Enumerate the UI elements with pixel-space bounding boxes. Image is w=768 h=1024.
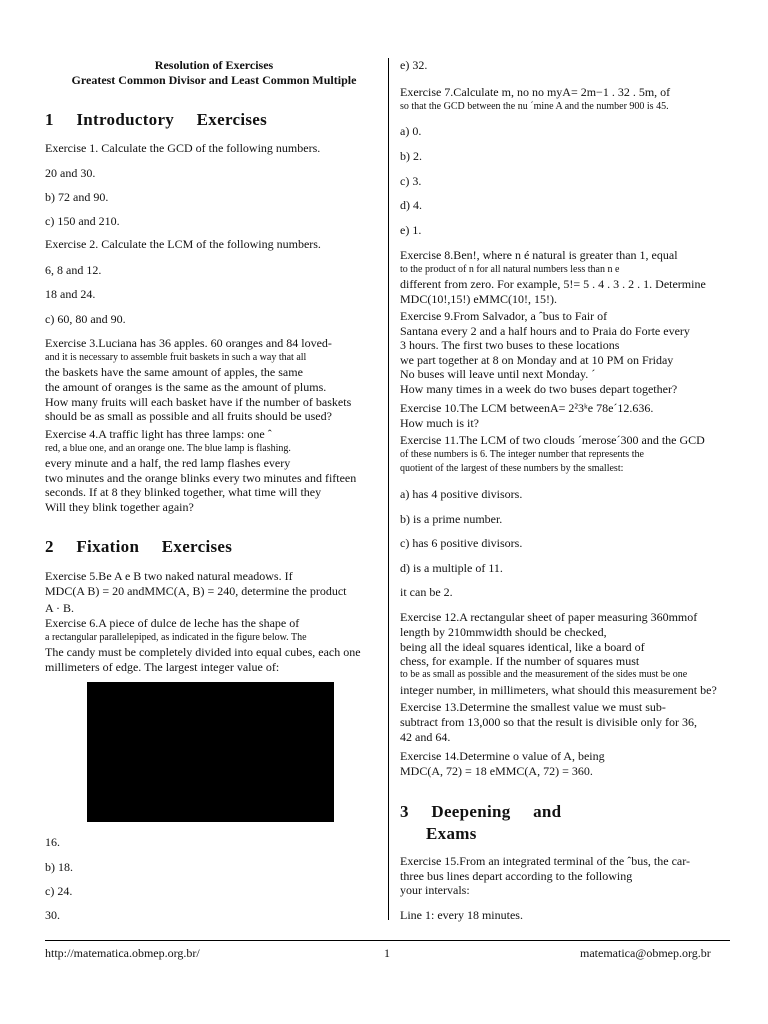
section-3-title-continued: Exams [426,824,477,843]
section-1-title: Introductory Exercises [76,110,268,129]
exercise-12-line: length by 210mmwidth should be checked, [400,625,607,639]
document-subtitle: Greatest Common Divisor and Least Common Multiple [71,73,357,87]
exercise-6-line: Exercise 6.A piece of dulce de leche has the shape of [45,616,300,630]
column-divider [388,58,389,920]
exercise-11-line: Exercise 11.The LCM of two clouds ´merose´300 and the GCD [400,433,705,447]
exercise-3-line: the baskets have the same amount of apples, the same [45,365,303,379]
exercise-2-item: 18 and 24. [45,287,96,301]
exercise-12-line: integer number, in millimeters, what should this measurement be? [400,683,717,697]
section-3-number: 3 [400,802,409,821]
exercise-2-item: 6, 8 and 12. [45,263,102,277]
section-2-title: Fixation Exercises [76,537,233,556]
exercise-15-line: your intervals: [400,883,470,897]
exercise-1-item: c) 150 and 210. [45,214,120,228]
footer-rule [45,940,730,941]
exercise-8-line: different from zero. For example, 5!= 5 . 4 . 3 . 2 . 1. Determine [400,277,706,291]
exercise-13-line: 42 and 64. [400,730,451,744]
exercise-8-line: MDC(10!,15!) eMMC(10!, 15!). [400,292,557,306]
exercise-4-line: Will they blink together again? [45,500,194,514]
exercise-11-item: it can be 2. [400,585,453,599]
exercise-7-item: e) 1. [400,223,422,237]
exercise-9-line: How many times in a week do two buses depart together? [400,382,678,396]
exercise-1-item: b) 72 and 90. [45,190,109,204]
exercise-12-line: to be as small as possible and the measurement of the sides must be one [400,669,688,680]
exercise-12-line: chess, for example. If the number of squares must [400,654,640,668]
exercise-13-line: Exercise 13.Determine the smallest value we must sub- [400,700,666,714]
exercise-8-line: to the product of n for all natural numbers less than n e [400,264,620,275]
section-2-number: 2 [45,537,54,556]
exercise-7-item: a) 0. [400,124,422,138]
exercise-15-item: Line 1: every 18 minutes. [400,908,523,922]
exercise-6-item: 16. [45,835,60,849]
exercise-9-line: No buses will leave until next Monday. ´ [400,367,596,381]
exercise-10-line: How much is it? [400,416,479,430]
footer-url-link[interactable]: http://matematica.obmep.org.br/ [45,946,200,960]
exercise-9-line: Exercise 9.From Salvador, a ˆbus to Fair of [400,309,608,323]
exercise-7-line: Exercise 7.Calculate m, no no myA= 2m−1 . 32 . 5m, of [400,85,671,99]
exercise-12-line: Exercise 12.A rectangular sheet of paper measuring 360mmof [400,610,698,624]
exercise-15-line: three bus lines depart according to the following [400,869,633,883]
exercise-6-item: b) 18. [45,860,73,874]
exercise-11-line: quotient of the largest of these numbers by the smallest: [400,463,624,474]
section-3-title: Deepening and [431,802,562,821]
exercise-7-item: c) 3. [400,174,422,188]
exercise-6-item: 30. [45,908,60,922]
exercise-5-line: Exercise 5.Be A e B two naked natural meadows. If [45,569,293,583]
exercise-6-item: c) 24. [45,884,73,898]
exercise-14-line: MDC(A, 72) = 18 eMMC(A, 72) = 360. [400,764,593,778]
exercise-12-line: being all the ideal squares identical, like a board of [400,640,645,654]
exercise-11-item: a) has 4 positive divisors. [400,487,523,501]
exercise-6-line: The candy must be completely divided into equal cubes, each one [45,645,361,659]
exercise-11-item: c) has 6 positive divisors. [400,536,523,550]
page-number: 1 [384,946,390,960]
exercise-10-line: Exercise 10.The LCM betweenA= 2²3ᵏe 78e´12.636. [400,401,654,415]
section-3-heading [400,803,561,821]
exercise-5-line: MDC(A B) = 20 andMMC(A, B) = 240, determine the product [45,584,347,598]
exercise-4-line: red, a blue one, and an orange one. The blue lamp is flashing. [45,443,291,454]
exercise-4-line: seconds. If at 8 they blinked together, what time will they [45,485,322,499]
exercise-1-text: Exercise 1. Calculate the GCD of the following numbers. [45,141,321,155]
exercise-6-item: e) 32. [400,58,428,72]
exercise-1-item: 20 and 30. [45,166,96,180]
exercise-15-line: Exercise 15.From an integrated terminal of the ˆbus, the car- [400,854,690,868]
section-1-heading [45,111,267,129]
exercise-6-line: millimeters of edge. The largest integer value of: [45,660,280,674]
exercise-13-line: subtract from 13,000 so that the result is divisible only for 36, [400,715,697,729]
exercise-4-line: every minute and a half, the red lamp flashes every [45,456,291,470]
document-title: Resolution of Exercises [154,58,274,72]
exercise-5-line: A · B. [45,601,75,615]
exercise-3-line: Exercise 3.Luciana has 36 apples. 60 oranges and 84 loved- [45,336,332,350]
exercise-4-line: two minutes and the orange blinks every two minutes and fifteen [45,471,357,485]
exercise-14-line: Exercise 14.Determine o value of A, being [400,749,605,763]
exercise-9-line: Santana every 2 and a half hours and to Praia do Forte every [400,324,690,338]
exercise-9-line: 3 hours. The first two buses to these locations [400,338,620,352]
section-2-heading [45,538,232,556]
exercise-8-line: Exercise 8.Ben!, where n é natural is greater than 1, equal [400,248,678,262]
exercise-7-item: d) 4. [400,198,422,212]
exercise-3-line: should be as small as possible and all fruits should be used? [45,409,332,423]
exercise-11-line: of these numbers is 6. The integer number that represents the [400,449,644,460]
exercise-3-line: the amount of oranges is the same as the amount of plums. [45,380,327,394]
section-1-number: 1 [45,110,54,129]
exercise-11-item: d) is a multiple of 11. [400,561,503,575]
exercise-7-line: so that the GCD between the nu ´mine A and the number 900 is 45. [400,101,669,112]
exercise-6-line: a rectangular parallelepiped, as indicated in the figure below. The [45,632,307,643]
parallelepiped-figure [87,682,334,822]
footer-email-link[interactable]: matematica@obmep.org.br [580,946,711,960]
exercise-3-line: and it is necessary to assemble fruit baskets in such a way that all [45,352,307,363]
exercise-2-text: Exercise 2. Calculate the LCM of the following numbers. [45,237,321,251]
exercise-9-line: we part together at 8 on Monday and at 10 PM on Friday [400,353,674,367]
exercise-7-item: b) 2. [400,149,422,163]
exercise-2-item: c) 60, 80 and 90. [45,312,126,326]
exercise-4-line: Exercise 4.A traffic light has three lamps: one ˆ [45,427,272,441]
exercise-3-line: How many fruits will each basket have if the number of baskets [45,395,352,409]
exercise-11-item: b) is a prime number. [400,512,503,526]
